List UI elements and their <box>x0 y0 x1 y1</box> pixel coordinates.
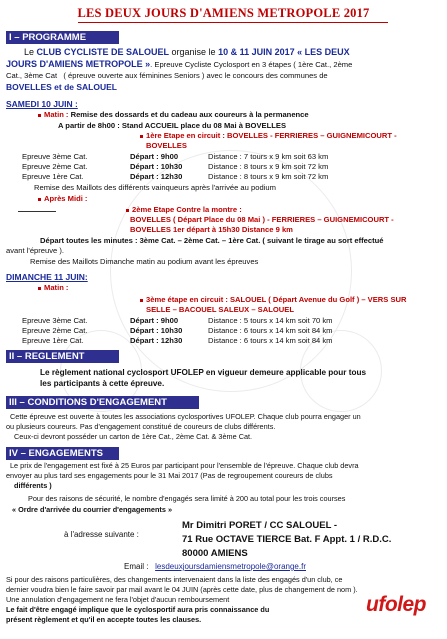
reglement-line-2: les participants à cette épreuve. <box>40 379 165 388</box>
address-line-2: 71 Rue OCTAVE TIERCE Bat. F Appt. 1 / R.D.C. <box>182 534 392 545</box>
intro-line-1: Le CLUB CYCLISTE DE SALOUEL organise le 10 & 11 JUIN 2017 « LES DEUX <box>24 47 350 57</box>
section-reglement: II – REGLEMENT <box>6 350 119 363</box>
bullet-icon <box>38 114 41 117</box>
adresse-label: à l'adresse suivante : <box>64 530 139 539</box>
section-conditions: III – CONDITIONS D'ENGAGEMENT <box>6 396 199 409</box>
conditions-line-2: ou plusieurs coureurs. Pas d'engagement constitué de coureurs de clubs différents. <box>6 422 276 431</box>
section-engagements: IV – ENGAGEMENTS <box>6 447 119 460</box>
etape3-line2: SELLE – BACOUEL SALEUX – SALOUEL <box>146 305 294 314</box>
bullet-icon <box>140 135 143 138</box>
etape1-line1: 1ère Etape en circuit : BOVELLES - FERRIERES – GUIGNEMICOURT - <box>140 131 397 140</box>
email-row <box>124 562 306 572</box>
footer-line-2: dernier voudra bien le faire savoir par mail avant le 04 JUIN (après cette date, plus de changement de nom ). <box>6 585 358 594</box>
samedi-departs: Départ toutes les minutes : 3ème Cat. – 2ème Cat. – 1ère Cat. ( suivant le tirage au sort effectué <box>40 236 384 245</box>
blank-line <box>18 211 56 212</box>
title-underline <box>78 22 388 23</box>
engagements-line-5: « Ordre d'arrivée du courrier d'engagements » <box>12 505 173 514</box>
address-line-3: 80000 AMIENS <box>182 548 248 559</box>
footer-line-4: Le fait d'être engagé implique que le cyclosportif aura pris connaissance du <box>6 605 270 614</box>
bullet-icon <box>38 287 41 290</box>
samedi-heading: SAMEDI 10 JUIN : <box>6 99 78 109</box>
engagements-line-3: différents ) <box>14 481 52 490</box>
email-link[interactable]: lesdeuxjoursdamiensmetropole@orange.fr <box>155 562 306 571</box>
dimanche-matin: Matin : <box>38 283 68 292</box>
engagements-line-1: Le prix de l'engagement est fixé à 25 Euros par participant pour l'ensemble de l'épreuve. Chaque club devra <box>10 461 359 470</box>
intro-line-4: BOVELLES et de SALOUEL <box>6 82 117 92</box>
conditions-line-3: Ceux-ci devront posséder un carton de 1ère Cat., 2ème Cat. & 3ème Cat. <box>14 432 253 441</box>
engagements-line-4: Pour des raisons de sécurité, le nombre d'engagés sera limité à 200 au total pour les trois courses <box>28 494 346 503</box>
page-title: LES DEUX JOURS D'AMIENS METROPOLE 2017 <box>77 6 370 20</box>
samedi-matin: Matin : Remise des dossards et du cadeau aux coureurs à la permanence <box>38 110 309 119</box>
samedi-departs-2: avant l'épreuve ). <box>6 246 65 255</box>
intro-line-3: Cat., 3ème Cat ( épreuve ouverte aux féminines Seniors ) avec le concours des communes de <box>6 71 328 80</box>
bullet-icon <box>38 198 41 201</box>
etape2-line1: 2ème Etape Contre la montre : <box>126 205 242 214</box>
footer-line-3: Une annulation d'engagement ne fera l'objet d'aucun remboursement <box>6 595 230 604</box>
samedi-remise: Remise des Maillots des différents vainqueurs après l'arrivée au podium <box>34 183 276 192</box>
email-label: Email : <box>124 562 149 571</box>
etape2-line2: BOVELLES ( Départ Place du 08 Mai ) - FERRIERES – GUIGNEMICOURT - <box>130 215 394 224</box>
footer-line-1: Si pour des raisons particulières, des changements intervenaient dans la liste des engagés d'un club, ce <box>6 575 343 584</box>
conditions-line-1: Cette épreuve est ouverte à toutes les associations cyclosportives UFOLEP. Chaque club pourra engager un <box>10 412 361 421</box>
dimanche-heading: DIMANCHE 11 JUIN: <box>6 272 88 282</box>
footer-line-5: présent règlement et qu'il en accepte toutes les clauses. <box>6 615 202 624</box>
samedi-remise-2: Remise des Maillots Dimanche matin au podium avant les épreuves <box>30 257 259 266</box>
samedi-partir: A partir de 8h00 : Stand ACCUEIL place du 08 Mai à BOVELLES <box>58 121 287 130</box>
etape2-line3: BOVELLES 1er départ à 15h30 Distance 9 km <box>130 225 293 234</box>
engagements-line-2: envoyer au plus tard ses engagements pour le 31 Mai 2017 (Pas de regroupement coureurs de clubs <box>6 471 333 480</box>
samedi-apresmidi: Après Midi : <box>38 194 87 203</box>
address-line-1: Mr Dimitri PORET / CC SALOUEL - <box>182 520 338 531</box>
bullet-icon <box>126 209 129 212</box>
intro-line-2: JOURS D'AMIENS METROPOLE ». Epreuve Cycliste Cyclosport en 3 étapes ( 1ère Cat., 2ème <box>6 59 353 69</box>
etape3-line1: 3ème étape en circuit : SALOUEL ( Départ Avenue du Golf ) – VERS SUR <box>140 295 407 304</box>
etape1-line2: BOVELLES <box>146 141 187 150</box>
section-programme: I – PROGRAMME <box>6 31 119 44</box>
reglement-line-1: Le règlement national cyclosport UFOLEP en vigueur demeure applicable pour tous <box>40 368 367 377</box>
bullet-icon <box>140 299 143 302</box>
ufolep-logo: ufolep <box>366 593 426 616</box>
